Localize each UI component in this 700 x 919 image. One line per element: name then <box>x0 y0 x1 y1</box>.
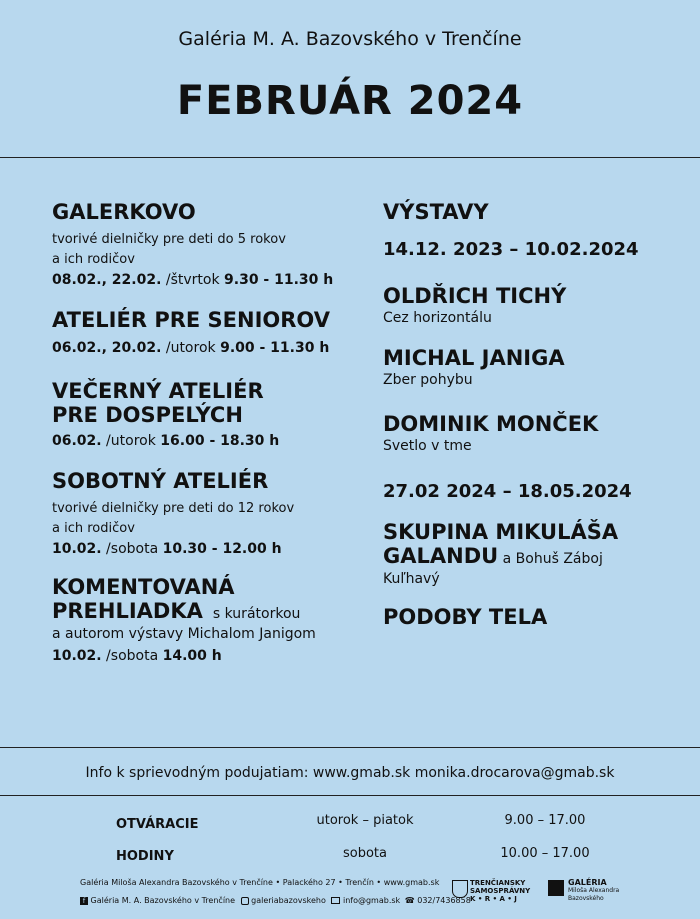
tsk-logo <box>452 879 534 903</box>
event-desc: a ich rodičov <box>52 252 135 267</box>
event-title: GALERKOVO <box>52 200 196 224</box>
event-title-row <box>52 599 372 624</box>
hours-time: 9.00 – 17.00 <box>504 813 586 828</box>
phone-number: 032/7436858 <box>417 896 471 905</box>
event-seniori <box>52 308 372 358</box>
event-galerkovo <box>52 200 372 290</box>
gallery-logo-text: GALÉRIA <box>568 878 607 887</box>
event-title: PRE DOSPELÝCH <box>52 403 243 427</box>
event-title: ATELIÉR PRE SENIOROV <box>52 308 330 332</box>
hours-label: OTVÁRACIE <box>116 817 199 832</box>
event-title: VEČERNÝ ATELIÉR <box>52 379 264 403</box>
tsk-logo-text: K • R • A • J <box>470 895 517 903</box>
event-desc: tvorivé dielničky pre deti do 5 rokov <box>52 232 286 247</box>
exhibition-name-row <box>383 544 683 569</box>
tsk-logo-text: SAMOSPRÁVNY <box>470 887 531 895</box>
exhibition-name: GALANDU <box>383 544 499 568</box>
hours-time: 10.00 – 17.00 <box>500 846 590 861</box>
facebook-label[interactable]: Galéria M. A. Bazovského v Trenčíne <box>90 896 236 905</box>
exhibition-period: 27.02 2024 – 18.05.2024 <box>383 481 632 502</box>
tsk-logo-text: TRENČIANSKY <box>470 879 526 887</box>
exhibition-subtitle: Cez horizontálu <box>383 310 492 326</box>
gallery-name: Galéria M. A. Bazovského v Trenčíne <box>178 28 522 50</box>
event-komentovana <box>52 575 372 666</box>
hours-days: sobota <box>343 846 387 861</box>
divider-info-bottom <box>0 795 700 796</box>
footer-contacts <box>80 896 471 906</box>
event-sobotny <box>52 469 372 559</box>
event-title: SOBOTNÝ ATELIÉR <box>52 469 269 493</box>
mail-icon <box>331 897 340 904</box>
exhibition-name: MICHAL JANIGA <box>383 346 565 370</box>
crest-icon <box>452 880 468 898</box>
phone-icon: ☎ <box>404 896 415 905</box>
page-title: FEBRUÁR 2024 <box>176 78 524 124</box>
gallery-logo <box>548 879 638 903</box>
exhibition-name: OLDŘICH TICHÝ <box>383 284 567 308</box>
event-schedule: 06.02. /utorok 16.00 - 18.30 h <box>52 433 280 449</box>
exhibition-subtitle: a Bohuš Záboj <box>498 551 603 567</box>
gallery-logo-text: Bazovského <box>568 895 604 902</box>
exhibition-name: SKUPINA MIKULÁŠA <box>383 520 619 544</box>
event-note: a autorom výstavy Michalom Janigom <box>52 626 316 642</box>
divider-top <box>0 157 700 158</box>
exhibitions-column <box>383 200 683 629</box>
email-link[interactable]: info@gmab.sk <box>342 896 401 905</box>
gallery-logo-text: Miloša Alexandra <box>568 887 620 894</box>
event-schedule: 10.02. /sobota 10.30 - 12.00 h <box>52 541 282 557</box>
event-title: PREHLIADKA <box>52 599 203 623</box>
hours-days: utorok – piatok <box>316 813 414 828</box>
exhibition-period: 14.12. 2023 – 10.02.2024 <box>383 239 639 260</box>
program-column <box>52 200 372 666</box>
instagram-icon <box>241 897 249 905</box>
gallery-logo-icon <box>548 880 564 896</box>
hours-label: HODINY <box>116 849 174 864</box>
event-desc: a ich rodičov <box>52 521 135 536</box>
exhibition-subtitle: Zber pohybu <box>383 372 473 388</box>
exhibition-subtitle: Svetlo v tme <box>383 438 472 454</box>
event-schedule: 08.02., 22.02. /štvrtok 9.30 - 11.30 h <box>52 272 334 288</box>
event-schedule: 10.02. /sobota 14.00 h <box>52 648 222 664</box>
divider-info-top <box>0 747 700 748</box>
info-line: Info k sprievodným podujatiam: www.gmab.sk monika.drocarova@gmab.sk <box>85 765 615 781</box>
exhibition-subtitle: Kuľhavý <box>383 571 440 587</box>
event-desc: tvorivé dielničky pre deti do 12 rokov <box>52 501 295 516</box>
exhibitions-title: VÝSTAVY <box>383 200 489 224</box>
event-vecerny <box>52 379 372 451</box>
event-note: s kurátorkou <box>212 606 301 622</box>
facebook-icon: f <box>80 897 88 905</box>
footer-address: Galéria Miloša Alexandra Bazovského v Trenčíne • Palackého 27 • Trenčín • www.gmab.sk <box>80 878 440 887</box>
exhibition-name: DOMINIK MONČEK <box>383 412 599 436</box>
instagram-label[interactable]: galeriabazovskeho <box>251 896 326 905</box>
event-schedule: 06.02., 20.02. /utorok 9.00 - 11.30 h <box>52 340 330 356</box>
event-title: KOMENTOVANÁ <box>52 575 235 599</box>
exhibition-name: PODOBY TELA <box>383 605 548 629</box>
